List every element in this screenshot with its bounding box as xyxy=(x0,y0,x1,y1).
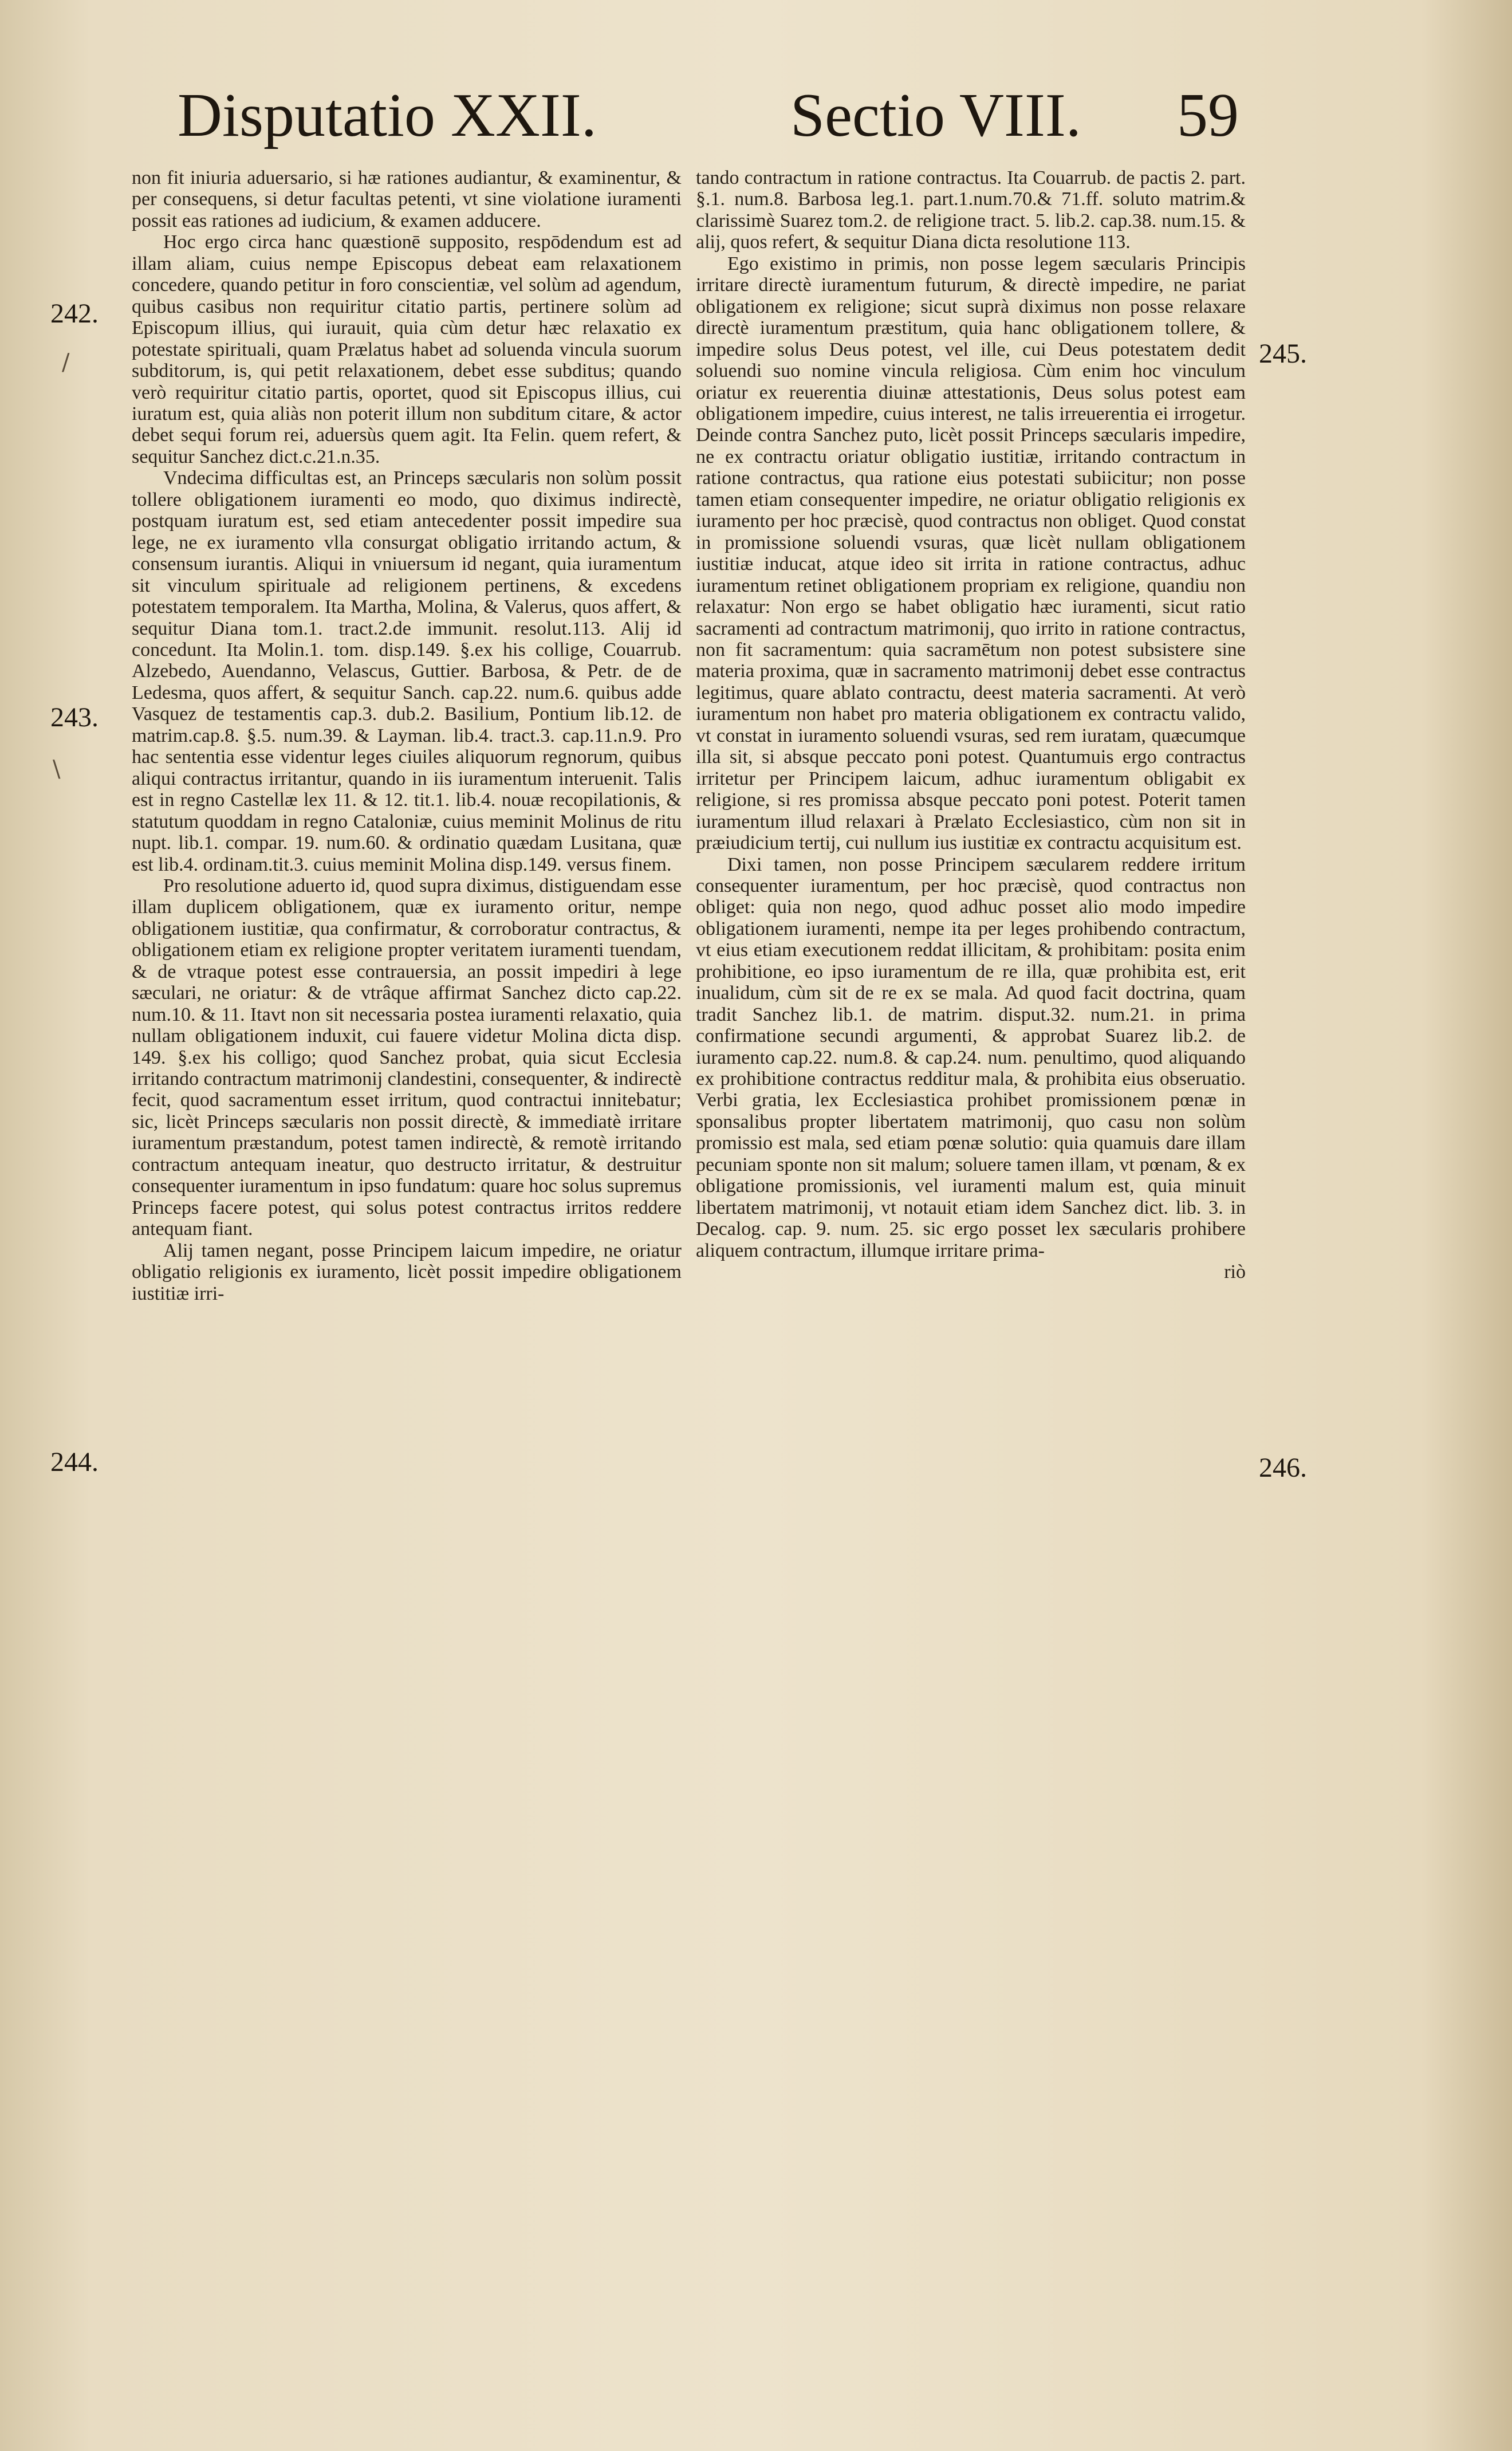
margin-pen-mark: / xyxy=(62,349,70,376)
right-column xyxy=(696,167,1246,1283)
paragraph: non fit iniuria aduersario, si hæ rationes audiantur, & examinentur, & per consequens, si detur facultas petenti, vt sine violatione iuramenti possit eas rationes ad iudicium, & examen adducere. xyxy=(132,167,682,231)
running-header xyxy=(178,80,1254,160)
paragraph: Vndecima difficultas est, an Princeps sæcularis non solùm possit tollere obligationem iuramenti eo modo, quo diximus indirectè, postquam iuratum est, sed etiam antecedenter possit impedire sua lege, ne ex iuramento vlla consurgat obligatio irritando actum, & consensum iurantis. Aliqui in vniuersum id negant, quia iuramentum sit vinculum spirituale ad religionem pertinens, & excedens potestatem temporalem. Ita Martha, Molina, & Valerus, quos affert, & sequitur Diana tom.1. tract.2.de immunit. resolut.113. Alij id concedunt. Ita Molin.1. tom. disp.149. §.ex his collige, Couarrub. Alzebedo, Auendanno, Velascus, Guttier. Barbosa, & Petr. de de Ledesma, quos affert, & sequitur Sanch. cap.22. num.6. quibus adde Vasquez de testamentis cap.3. dub.2. Basilium, Pontium lib.12. de matrim.cap.8. §.5. num.39. & Layman. lib.4. tract.3. cap.11.n.9. Pro hac sententia esse videntur leges ciuiles aliquorum regnorum, quibus aliqui contractus irritantur, quando in iis iuramentum interuenit. Talis est in regno Castellæ lex 11. & 12. tit.1. lib.4. nouæ recopilationis, & statutum quoddam in regno Cataloniæ, cuius meminit Molinus de ritu nupt. lib.1. compar. 19. num.60. & ordinatio quædam Lusitana, quæ est lib.4. ordinam.tit.3. cuius meminit Molina disp.149. versus finem. xyxy=(132,467,682,875)
paragraph: Alij tamen negant, posse Principem laicum impedire, ne oriatur obligatio religionis ex iuramento, licèt possit impedire obligationem iustitiæ irri- xyxy=(132,1240,682,1304)
margin-pen-mark: \ xyxy=(53,756,61,782)
paragraph: Hoc ergo circa hanc quæstionē supposito, respōdendum est ad illam aliam, cuius nempe Episcopus debeat eam relaxationem concedere, quando petitur in foro conscientiæ, vel solùm ad agendum, quibus casibus non requiritur citatio partis, pertinere solùm ad Episcopum illius, qui iurauit, quia cùm detur hæc relaxatio ex potestate spirituali, quam Prælatus habet ad soluenda vincula suorum subditorum, is, qui petit relaxationem, debet esse subditus; quando verò requiritur citatio partis, oportet, quod sit Episcopus illius, cui iuratum est, quia aliàs non poterit illum non subditum citare, & actor debet sequi forum rei, aduersùs quem agit. Ita Felin. quem refert, & sequitur Sanchez dict.c.21.n.35. xyxy=(132,231,682,467)
paragraph: Dixi tamen, non posse Principem sæcularem reddere irritum consequenter iuramentum, per hoc præcisè, quod contractus non obliget: quia non nego, quod adhuc posset alio modo impedire obligationem iuramenti, nempe ita per leges prohibendo contractum, vt eius etiam executionem reddat illicitam, & prohibitam: posita enim prohibitione, eo ipso iuramentum de re illa, quæ prohibita est, erit inualidum, cùm sit de re ex se mala. Ad quod facit doctrina, quam tradit Sanchez lib.1. de matrim. disput.32. num.21. in prima confirmatione secundi argumenti, & approbat Suarez lib.2. de iuramento cap.22. num.8. & cap.24. num. penultimo, quod aliquando ex prohibitione contractus redditur mala, & prohibita eius obseruatio. Verbi gratia, lex Ecclesiastica prohibet promissionem pœnæ in sponsalibus propter libertatem matrimonij, quo casu non solùm promissio est mala, sed etiam pœnæ solutio: quia quamuis dare illam pecuniam sponte non sit malum; soluere tamen illam, vt pœnam, & ex obligatione promissionis, vel iuramenti malum est, quia minuit libertatem matrimonij, vt notauit etiam idem Sanchez dict. lib. 3. in Decalog. cap. 9. num. 25. sic ergo posset lex sæcularis prohibere aliquem contractum, illumque irritare prima- xyxy=(696,853,1246,1261)
paragraph: tando contractum in ratione contractus. Ita Couarrub. de pactis 2. part. §.1. num.8. Barbosa leg.1. part.1.num.70.& 71.ff. soluto matrim.& clarissimè Suarez tom.2. de religione tract. 5. lib.2. cap.38. num.15. & alij, quos refert, & sequitur Diana dicta resolutione 113. xyxy=(696,167,1246,253)
page-number: 59 xyxy=(1177,81,1239,150)
paragraph: Pro resolutione aduerto id, quod supra diximus, distiguendam esse illam duplicem obligationem, quæ ex iuramento oritur, nempe obligationem iustitiæ, qua confirmatur, & corroboratur contractus, & obligationem etiam ex religione propter veritatem iuramenti tuendam, & de vtraque potest esse contrauersia, an possit impediri à lege sæculari, ne oriatur: & de vtrâque affirmat Sanchez dicto cap.22. num.10. & 11. Itavt non sit necessaria postea iuramenti relaxatio, quia nullam obligationem induxit, cui fauere videtur Molina dicta disp. 149. §.ex his colligo; quod Sanchez probat, quia sicut Ecclesia irritando contractum matrimonij clandestini, consequenter, & indirectè fecit, quod sacramentum esset irritum, quod contractui innitebatur; sic, licèt Princeps sæcularis non possit directè, & immediatè irritare iuramentum præstandum, potest tamen indirectè, & remotè irritando contractum antequam ineatur, quo destructo irritatur, & destruitur consequenter iuramentum in ipso fundatum: quare hoc solus supremus Princeps facere potest, qui solus potest contractus irritos reddere antequam fiant. xyxy=(132,875,682,1240)
catchword: riò xyxy=(1224,1261,1246,1283)
margin-number-243: 243. xyxy=(50,702,99,733)
paragraph: Ego existimo in primis, non posse legem sæcularis Principis irritare directè iuramentum futurum, & directè impedire, ne pariat obligationem ex religione; sicut suprà diximus non posse relaxare directè iuramentum præstitum, quia hanc obligationem tollere, & impedire solus Deus potest, vel ille, cui Deus potestatem dedit soluendi suo nomine vincula religiosa. Cùm enim hoc vinculum oriatur ex reuerentia diuinæ attestationis, Deus solus potest eam obligationem impedire, cuius interest, ne talis irreuerentia ei irrogetur. Deinde contra Sanchez puto, licèt possit Princeps sæcularis impedire, ne ex contractu oriatur obligatio iustitiæ, irritando contractum in ratione contractus, qua ratione eius potestati subiicitur; non posse tamen etiam consequenter impedire, ne oriatur obligatio religionis ex iuramento per hoc præcisè, quod contractus non obliget. Quod constat in promissione soluendi vsuras, quæ licèt nullam obligationem iustitiæ inducat, atque ideo sit irrita in ratione contractus, adhuc iuramentum retinet obligationem propriam ex religione, quandiu non relaxatur: Non ergo se habet obligatio hæc iuramenti, sicut ratio sacramenti ad contractum matrimonij, quo irrito in ratione contractus, non fit sacramentum: quia sacramētum non potest subsistere sine materia proxima, quæ in sacramento matrimonij debet esse contractus legitimus, quare ablato contractu, deest materia sacramenti. At verò iuramentum non habet pro materia obligationem ex contractu valido, vt constat in iuramento soluendi vsuras, sed rem iuratam, quæcumque illa sit, si absque peccato poni potest. Quantumuis ergo contractus irritetur per Principem laicum, adhuc iuramentum obligabit ex religione, si res promissa absque peccato poni potest. Poterit tamen iuramentum illud relaxari à Prælato Ecclesiastico, cùm non sit in præiudicium tertij, cui nullum ius iustitiæ ex contractu acquisitum est. xyxy=(696,253,1246,854)
header-disputatio: Disputatio XXII. xyxy=(178,81,597,150)
margin-number-242: 242. xyxy=(50,298,99,329)
margin-number-246: 246. xyxy=(1259,1453,1307,1483)
margin-number-244: 244. xyxy=(50,1447,99,1477)
header-sectio: Sectio VIII. xyxy=(790,81,1081,150)
left-column xyxy=(132,167,682,1304)
margin-number-245: 245. xyxy=(1259,339,1307,369)
